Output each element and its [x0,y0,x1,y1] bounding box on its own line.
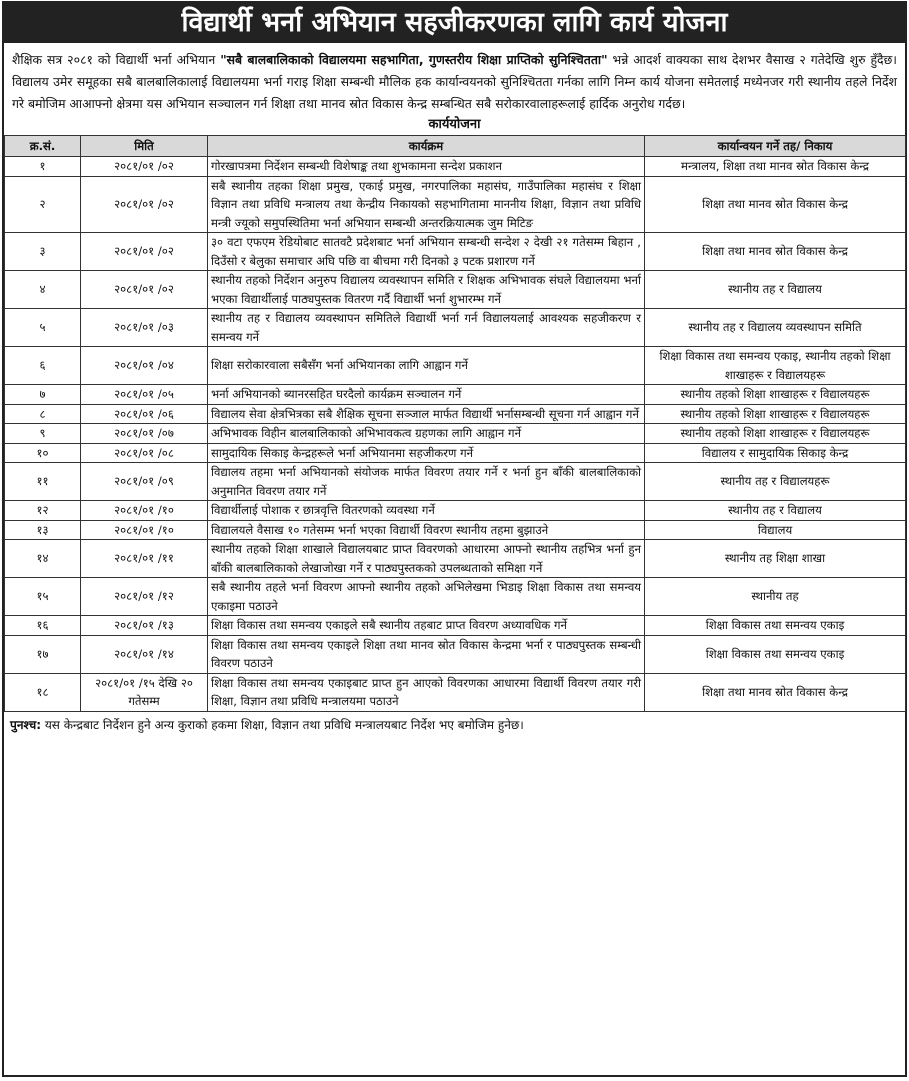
cell-serial: १४ [5,540,81,578]
cell-agency: शिक्षा तथा मानव स्रोत विकास केन्द्र [645,176,906,233]
table-row [5,501,906,521]
table-row [5,540,906,578]
cell-agency: विद्यालय [645,520,906,540]
cell-agency: शिक्षा विकास तथा समन्वय एकाइ [645,616,906,636]
table-row [5,233,906,271]
footer-label: पुनश्च: [10,717,41,732]
cell-program: सबै स्थानीय तहका शिक्षा प्रमुख, एकाई प्रमुख, नगरपालिका महासंघ, गाउँपालिका महासंघ र शिक्षा विज्ञान तथा प्रविधि मन्त्रालय तथा केन्द्रीय निकायको सहभागितामा माननीय शिक्षा, विज्ञान तथा प्रविधि मन्त्री ज्यूको समुपस्थितिमा भर्ना अभियान सम्बन्धी अन्तरक्रियात्मक जुम मिटिङ [208,176,645,233]
cell-agency: स्थानीय तह [645,578,906,616]
cell-date: २०८१/०१ /१४ [81,635,208,673]
document-page [2,1,907,1077]
table-row [5,385,906,405]
cell-date: २०८१/०१ /०५ [81,385,208,405]
table-row [5,616,906,636]
cell-date: २०८१/०१ /०९ [81,463,208,501]
cell-serial: ११ [5,463,81,501]
cell-agency: शिक्षा तथा मानव स्रोत विकास केन्द्र [645,673,906,711]
cell-agency: स्थानीय तह र विद्यालयहरू [645,463,906,501]
cell-date: २०८१/०१ /११ [81,540,208,578]
cell-serial: ४ [5,271,81,309]
table-row [5,176,906,233]
table-row [5,463,906,501]
cell-date: २०८१/०१ /०२ [81,176,208,233]
intro-text-after: भन्ने आदर्श वाक्यका साथ देशभर वैसाख २ गतेदेखि शुरु हुँदैछ। विद्यालय उमेर समूहका सबै बालबालिकालाई विद्यालयमा भर्ना गराइ शिक्षा सम्बन्धी मौलिक हक कार्यान्वयनको सुनिश्चितता गर्नका लागि निम्न कार्य योजना समेतलाई मध्येनजर गरी स्थानीय तहले निर्देश गरे बमोजिम आआफ्नो क्षेत्रमा यस अभियान सञ्चालन गर्न शिक्षा तथा मानव स्रोत विकास केन्द्र सम्बन्धित सबै सरोकारवालाहरूलाई हार्दिक अनुरोध गर्दछ। [12,52,897,111]
table-row [5,673,906,711]
cell-date: २०८१/०१ /१५ देखि २० गतेसम्म [81,673,208,711]
cell-program: अभिभावक विहीन बालबालिकाको अभिभावकत्व ग्रहणका लागि आह्वान गर्ने [208,424,645,444]
cell-serial: ९ [5,424,81,444]
cell-date: २०८१/०१ /०४ [81,347,208,385]
cell-agency: स्थानीय तहको शिक्षा शाखाहरू र विद्यालयहरू [645,385,906,405]
intro-text-before: शैक्षिक सत्र २०८१ को विद्यार्थी भर्ना अभियान [12,52,221,67]
table-row [5,424,906,444]
cell-program: स्थानीय तह र विद्यालय व्यवस्थापन समितिले विद्यार्थी भर्ना गर्न विद्यालयलाई आवश्यक सहजीकरण र समन्वय गर्ने [208,309,645,347]
header-date: मिति [81,136,208,157]
cell-program: सामुदायिक सिकाइ केन्द्रहरूले भर्ना अभियानमा सहजीकरण गर्ने [208,443,645,463]
cell-agency: स्थानीय तह र विद्यालय [645,271,906,309]
cell-agency: शिक्षा तथा मानव स्रोत विकास केन्द्र [645,233,906,271]
cell-serial: १ [5,157,81,177]
cell-date: २०८१/०१ /१० [81,520,208,540]
table-row [5,157,906,177]
plan-caption: कार्ययोजना [428,117,481,132]
table-row [5,309,906,347]
header-program: कार्यक्रम [208,136,645,157]
cell-program: सबै स्थानीय तहले भर्ना विवरण आफ्नो स्थानीय तहको अभिलेखमा भिडाइ शिक्षा विकास तथा समन्वय एकाइमा पठाउने [208,578,645,616]
cell-serial: २ [5,176,81,233]
footer-text: यस केन्द्रबाट निर्देशन हुने अन्य कुराको हकमा शिक्षा, विज्ञान तथा प्रविधि मन्त्रालयबाट निर्देश भए बमोजिम हुनेछ। [41,717,524,732]
cell-date: २०८१/०१ /०२ [81,233,208,271]
table-row [5,404,906,424]
cell-program: विद्यालय सेवा क्षेत्रभित्रका सबै शैक्षिक सूचना सञ्जाल मार्फत विद्यार्थी भर्नासम्बन्धी सूचना गर्न आह्वान गर्ने [208,404,645,424]
cell-date: २०८१/०१ /१० [81,501,208,521]
table-row [5,443,906,463]
cell-date: २०८१/०१ /०३ [81,309,208,347]
header-agency: कार्यान्वयन गर्ने तह/ निकाय [645,136,906,157]
cell-serial: १८ [5,673,81,711]
page-title: विद्यार्थी भर्ना अभियान सहजीकरणका लागि कार्य योजना [4,3,905,43]
intro-paragraph [4,43,905,115]
cell-agency: स्थानीय तहको शिक्षा शाखाहरू र विद्यालयहरू [645,424,906,444]
header-serial: क्र.सं. [5,136,81,157]
cell-serial: ३ [5,233,81,271]
cell-date: २०८१/०१ /०२ [81,157,208,177]
cell-program: गोरखापत्रमा निर्देशन सम्बन्धी विशेषाङ्क तथा शुभकामना सन्देश प्रकाशन [208,157,645,177]
table-row [5,271,906,309]
cell-serial: ५ [5,309,81,347]
footer-note [4,712,905,738]
action-plan-table [4,135,906,712]
cell-serial: १२ [5,501,81,521]
cell-program: स्थानीय तहको निर्देशन अनुरुप विद्यालय व्यवस्थापन समिति र शिक्षक अभिभावक संघले विद्यालयमा भर्ना भएका विद्यार्थीलाई पाठ्यपुस्तक वितरण गर्दै विद्यार्थी भर्ना शुभारम्भ गर्ने [208,271,645,309]
cell-program: शिक्षा विकास तथा समन्वय एकाइले सबै स्थानीय तहबाट प्राप्त विवरण अध्यावधिक गर्ने [208,616,645,636]
cell-program: विद्यालयले वैसाख १० गतेसम्म भर्ना भएका विद्यार्थी विवरण स्थानीय तहमा बुझाउने [208,520,645,540]
cell-date: २०८१/०१ /०६ [81,404,208,424]
cell-program: शिक्षा सरोकारवाला सबैसँग भर्ना अभियानका लागि आह्वान गर्ने [208,347,645,385]
table-header-row [5,136,906,157]
cell-agency: स्थानीय तह र विद्यालय [645,501,906,521]
cell-date: २०८१/०१ /०७ [81,424,208,444]
cell-serial: ८ [5,404,81,424]
cell-serial: १३ [5,520,81,540]
cell-agency: विद्यालय र सामुदायिक सिकाइ केन्द्र [645,443,906,463]
cell-agency: शिक्षा विकास तथा समन्वय एकाइ [645,635,906,673]
cell-date: २०८१/०१ /०८ [81,443,208,463]
cell-agency: शिक्षा विकास तथा समन्वय एकाइ, स्थानीय तहको शिक्षा शाखाहरू र विद्यालयहरू [645,347,906,385]
cell-program: शिक्षा विकास तथा समन्वय एकाइले शिक्षा तथा मानव स्रोत विकास केन्द्रमा भर्ना र पाठ्यपुस्तक सम्बन्धी विवरण पठाउने [208,635,645,673]
cell-serial: ६ [5,347,81,385]
cell-program: विद्यार्थीलाई पोशाक र छात्रवृत्ति वितरणको व्यवस्था गर्ने [208,501,645,521]
cell-date: २०८१/०१ /०२ [81,271,208,309]
table-body [5,157,906,712]
cell-program: शिक्षा विकास तथा समन्वय एकाइबाट प्राप्त हुन आएको विवरणका आधारमा विद्यार्थी विवरण तयार गरी शिक्षा, विज्ञान तथा प्रविधि मन्त्रालयमा पठाउने [208,673,645,711]
cell-serial: १५ [5,578,81,616]
table-row [5,347,906,385]
cell-date: २०८१/०१ /१३ [81,616,208,636]
cell-serial: ७ [5,385,81,405]
cell-program: विद्यालय तहमा भर्ना अभियानको संयोजक मार्फत विवरण तयार गर्ने र भर्ना हुन बाँकी बालबालिकाको अनुमानित विवरण तयार गर्ने [208,463,645,501]
cell-serial: १७ [5,635,81,673]
cell-agency: स्थानीय तहको शिक्षा शाखाहरू र विद्यालयहरू [645,404,906,424]
table-row [5,578,906,616]
cell-date: २०८१/०१ /१२ [81,578,208,616]
table-row [5,520,906,540]
cell-program: भर्ना अभियानको ब्यानरसहित घरदैलो कार्यक्रम सञ्चालन गर्ने [208,385,645,405]
cell-agency: स्थानीय तह र विद्यालय व्यवस्थापन समिति [645,309,906,347]
cell-agency: स्थानीय तह शिक्षा शाखा [645,540,906,578]
cell-program: ३० वटा एफएम रेडियोबाट सातवटै प्रदेशबाट भर्ना अभियान सम्बन्धी सन्देश २ देखी २१ गतेसम्म बिहान , दिउँसो र बेलुका समाचार अघि पछि वा बीचमा गरी दिनको ३ पटक प्रशारण गर्ने [208,233,645,271]
table-row [5,635,906,673]
cell-agency: मन्त्रालय, शिक्षा तथा मानव स्रोत विकास केन्द्र [645,157,906,177]
cell-program: स्थानीय तहको शिक्षा शाखाले विद्यालयबाट प्राप्त विवरणको आधारमा आफ्नो स्थानीय तहभित्र भर्ना हुन बाँकी बालबालिकाको लेखाजोखा गर्ने र पाठ्यपुस्तकको उपलब्धताको समिक्षा गर्ने [208,540,645,578]
cell-serial: १० [5,443,81,463]
cell-serial: १६ [5,616,81,636]
intro-slogan: "सबै बालबालिकाको विद्यालयमा सहभागिता, गुणस्तरीय शिक्षा प्राप्तिको सुनिश्चितता" [220,52,608,67]
